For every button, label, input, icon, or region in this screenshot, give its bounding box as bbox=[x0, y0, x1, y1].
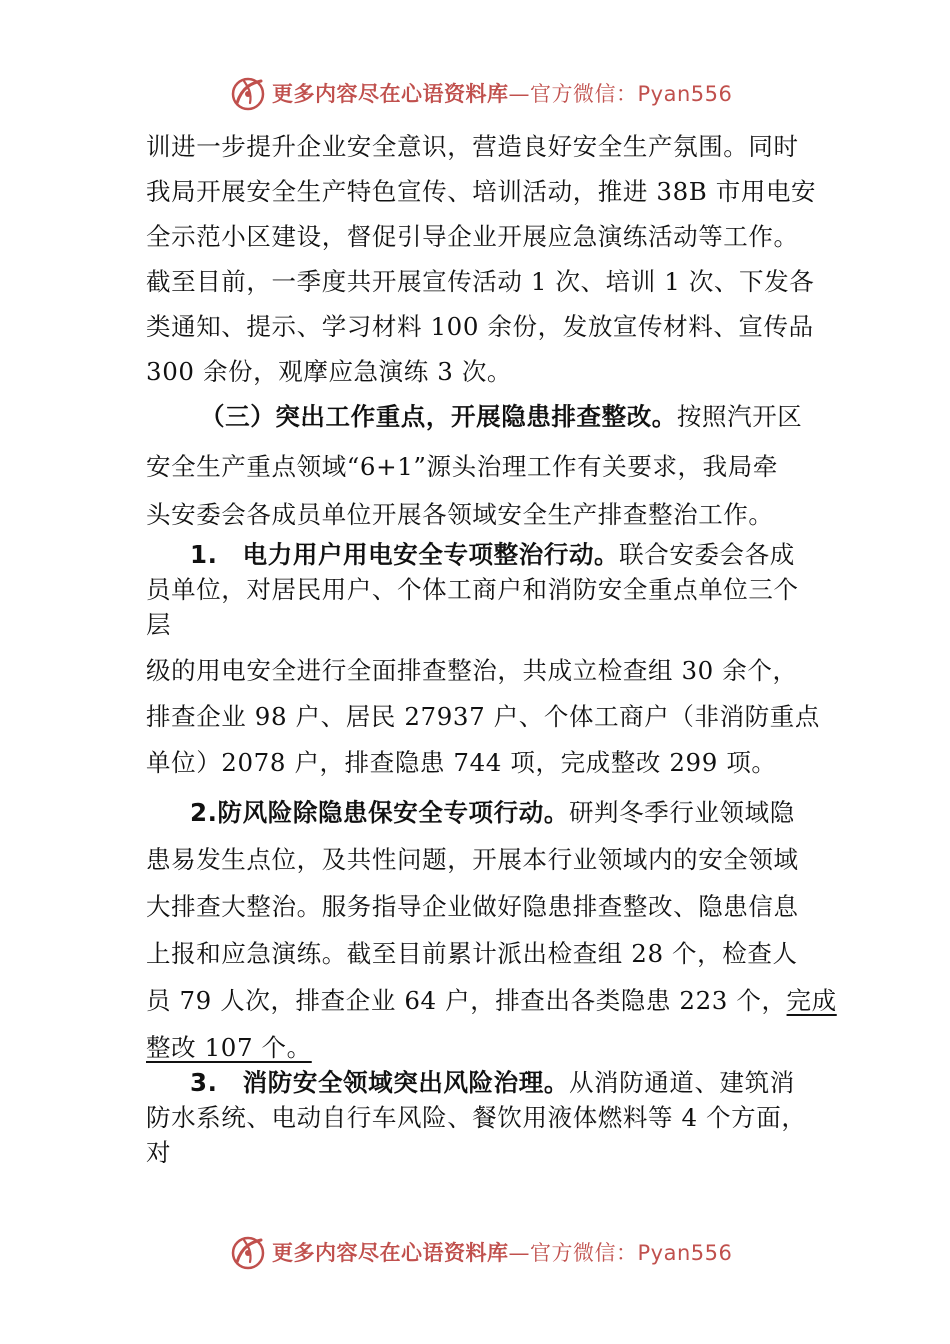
paragraph-line: 对 bbox=[146, 1138, 172, 1167]
underlined-text: 完成 bbox=[786, 986, 837, 1015]
paragraph-line: 员 79 人次，排查企业 64 户，排查出各类隐患 223 个，完成 bbox=[146, 986, 837, 1015]
brand-logo-icon bbox=[228, 73, 268, 113]
paragraph-line: 排查企业 98 户、居民 27937 户、个体工商户（非消防重点 bbox=[146, 702, 820, 731]
paragraph-line: 级的用电安全进行全面排查整治，共成立检查组 30 余个， bbox=[146, 656, 798, 685]
paragraph-line: 员单位，对居民用户、个体工商户和消防安全重点单位三个 bbox=[146, 575, 799, 604]
item-heading-line: 2.防风险除隐患保安全专项行动。研判冬季行业领域隐 bbox=[190, 798, 795, 827]
paragraph-line: 我局开展安全生产特色宣传、培训活动，推进 38B 市用电安 bbox=[146, 177, 817, 206]
paragraph-line: 患易发生点位，及共性问题，开展本行业领域内的安全领域 bbox=[146, 845, 799, 874]
watermark-text: 更多内容尽在心语资料库—官方微信：Pyan556 bbox=[272, 82, 733, 106]
paragraph-line: 防水系统、电动自行车风险、餐饮用液体燃料等 4 个方面， bbox=[146, 1103, 807, 1132]
paragraph-line: 截至目前，一季度共开展宣传活动 1 次、培训 1 次、下发各 bbox=[146, 267, 815, 296]
brand-logo-icon bbox=[228, 1232, 268, 1272]
paragraph-line: 训进一步提升企业安全意识，营造良好安全生产氛围。同时 bbox=[146, 132, 799, 161]
section-heading: （三）突出工作重点，开展隐患排查整改。 bbox=[200, 402, 677, 431]
watermark-footer bbox=[228, 1232, 732, 1272]
item-heading-line: 1. 电力用户用电安全专项整治行动。联合安委会各成 bbox=[190, 540, 795, 569]
watermark-text: 更多内容尽在心语资料库—官方微信：Pyan556 bbox=[272, 1241, 733, 1265]
watermark-header bbox=[228, 73, 732, 113]
item-heading: 2.防风险除隐患保安全专项行动。 bbox=[190, 798, 569, 827]
underlined-text: 整改 107 个。 bbox=[146, 1033, 312, 1062]
paragraph-line: 大排查大整治。服务指导企业做好隐患排查整改、隐患信息 bbox=[146, 892, 799, 921]
item-heading-line: 3. 消防安全领域突出风险治理。从消防通道、建筑消 bbox=[190, 1068, 795, 1097]
item-heading: 3. 消防安全领域突出风险治理。 bbox=[190, 1068, 569, 1097]
paragraph-line: 上报和应急演练。截至目前累计派出检查组 28 个，检查人 bbox=[146, 939, 798, 968]
paragraph-line: 全示范小区建设，督促引导企业开展应急演练活动等工作。 bbox=[146, 222, 799, 251]
section-heading-line: （三）突出工作重点，开展隐患排查整改。按照汽开区 bbox=[200, 402, 803, 431]
paragraph-line: 头安委会各成员单位开展各领域安全生产排查整治工作。 bbox=[146, 500, 774, 529]
paragraph-line: 300 余份，观摩应急演练 3 次。 bbox=[146, 357, 513, 386]
paragraph-line: 层 bbox=[146, 610, 172, 639]
item-heading: 1. 电力用户用电安全专项整治行动。 bbox=[190, 540, 620, 569]
paragraph-line bbox=[146, 1033, 312, 1063]
paragraph-line: 安全生产重点领域“6+1”源头治理工作有关要求，我局牵 bbox=[146, 452, 778, 481]
paragraph-line: 单位）2078 户，排查隐患 744 项，完成整改 299 项。 bbox=[146, 748, 777, 777]
paragraph-line: 类通知、提示、学习材料 100 余份，发放宣传材料、宣传品 bbox=[146, 312, 814, 341]
